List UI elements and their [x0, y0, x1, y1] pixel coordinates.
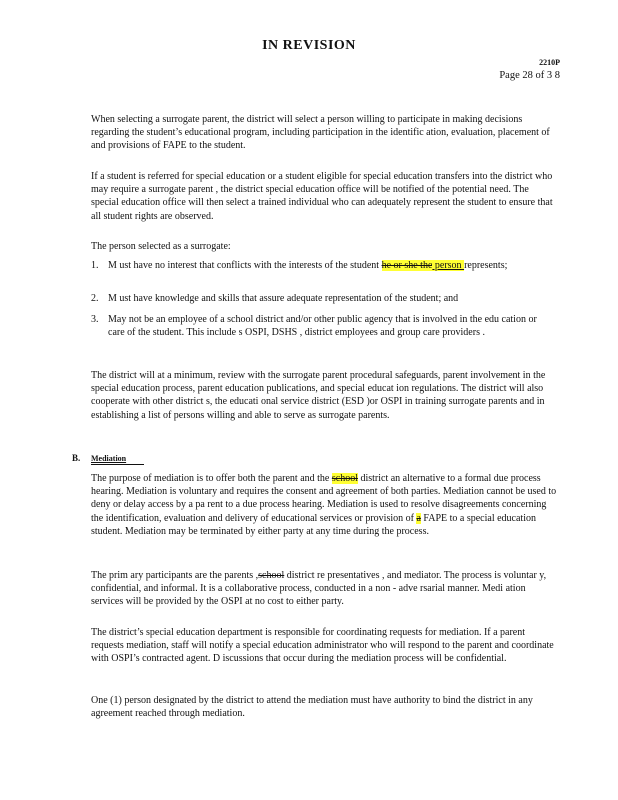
section-heading: Mediation — [91, 454, 127, 463]
page-title: IN REVISION — [262, 38, 356, 53]
paragraph-district-duties: The district will at a minimum, review with the surrogate parent procedural safeguards, parent involvement in the special education process, parent education publications, and special educat ion regulations. The district will also cooperate with other district s, the educati onal service district (ESD )or OSPI in training surrogate parents and in establishing a list of persons willing and able to serve as surrogate parents. — [91, 370, 546, 421]
policy-code: 2210P — [539, 58, 560, 67]
list-item-text: May not be an employee of a school district and/or other public agency that is involved in the edu cation or care of the student. This include s OSPI, DSHS , district employees and group care providers . — [108, 314, 537, 339]
list-item — [91, 292, 557, 306]
text-segment: FAPE to a special education student. Mediation may be terminated by either party at any time during the process. — [91, 512, 536, 537]
struck-text: school — [258, 570, 285, 581]
paragraph-coordination: The district’s special education department is responsible for coordinating requests for mediation. If a parent requests mediation, staff will notify a special education administrator who will respond to the parent and coordinate with OSPI’s contracted agent. D iscussions that occur during the mediation process will be confidential. — [91, 627, 554, 665]
paragraph-mediation-purpose — [91, 472, 557, 538]
struck-text: a — [416, 512, 421, 524]
struck-text: he or she the — [381, 260, 433, 271]
list-item-text — [108, 259, 555, 272]
list-item — [91, 313, 557, 355]
heading-rule — [91, 464, 144, 465]
list-item-body: M ust have no interest that conflicts with the interests of the student — [108, 260, 382, 271]
paragraph-participants — [91, 569, 557, 609]
paragraph-surrogate-selection: When selecting a surrogate parent, the district will select a person willing to participate in making decisions regarding the student’s educational program, including participation in the identific ation, evaluation, placement of and provisions of FAPE to the student. — [91, 114, 550, 152]
struck-text: school — [331, 473, 358, 484]
section-letter: B. — [72, 453, 81, 463]
text-segment: The purpose of mediation is to offer both the parent and the — [91, 473, 332, 484]
paragraph-designee: One (1) person designated by the district to attend the mediation must have authority to bind the district in any agreement reached through mediation. — [91, 695, 533, 720]
text-segment: district an alternative to a formal due process hearing. Mediation is voluntary and requires the consent and agreement of both parties. Mediation cannot be used to deny or delay access by a pa rent to a due process hearing. Mediation is used to resolve disagreements concerning the identification, evaluation and delivery of educational services or provision of — [91, 473, 557, 524]
paragraph-referral: If a student is referred for special education or a student eligible for special education transfers into the district who may require a surrogate parent , the district special education office will be notified of the potential need. The special education office will then select a trained individual who can adequately represent the student to ensure that all student rights are observed. — [91, 171, 553, 222]
list-item-tail: represents; — [464, 260, 508, 271]
list-item — [91, 259, 557, 287]
text-segment: district re presentatives , and mediator. The process is voluntar y, confidential, and informal. It is a collaborative process, conducted in a non - adve rsarial manner. Medi ation services will be provided by the OSPI at no cost to either party. — [91, 570, 547, 608]
inserted-text: person — [432, 260, 465, 271]
list-item-text: M ust have knowledge and skills that assure adequate representation of the student; and — [108, 293, 459, 304]
list-number: 3. — [91, 314, 99, 325]
list-number: 2. — [91, 293, 99, 304]
text-segment: The prim ary participants are the parents , — [91, 570, 259, 581]
paragraph-surrogate-intro: The person selected as a surrogate: — [91, 241, 231, 252]
list-number: 1. — [91, 260, 99, 271]
page-number: Page 28 of 3 8 — [499, 70, 560, 81]
